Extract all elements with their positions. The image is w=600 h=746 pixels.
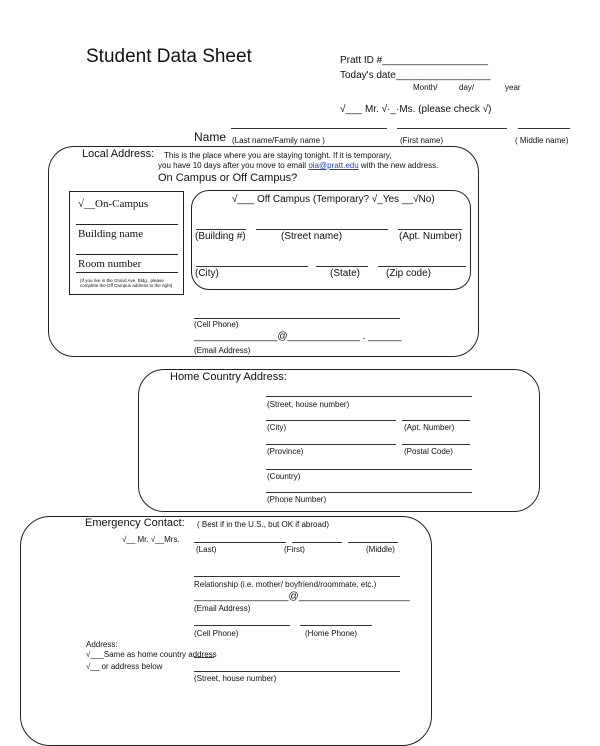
emergency-address-short-line[interactable] [194, 657, 214, 658]
emergency-salutation[interactable]: √__ Mr. √__Mrs. [122, 535, 180, 544]
home-country-caption: (Country) [267, 472, 301, 481]
on-campus-check[interactable]: √__On-Campus [78, 198, 149, 210]
emergency-address-label: Address: [86, 640, 118, 649]
emergency-email-caption: (Email Address) [194, 604, 251, 613]
todays-date-field[interactable]: Today's date_________________ [340, 70, 491, 81]
home-city-caption: (City) [267, 423, 287, 432]
local-address-label: Local Address: [82, 148, 155, 160]
emergency-relationship-caption: Relationship (i.e. mother/ boyfriend/roommate, etc.) [194, 580, 377, 589]
home-apt-caption: (Apt. Number) [404, 423, 455, 432]
emergency-last-line[interactable] [194, 542, 286, 543]
zip-caption: (Zip code) [386, 268, 432, 279]
emergency-first-line[interactable] [292, 542, 342, 543]
apt-number-caption: (Apt. Number) [399, 231, 462, 242]
emergency-last-caption: (Last) [196, 545, 217, 554]
home-postal-line[interactable] [402, 444, 470, 445]
city-caption: (City) [195, 268, 219, 279]
note-prefix: you have 10 days after you move to email [158, 161, 309, 170]
first-name-line[interactable] [397, 128, 507, 129]
room-number-line[interactable] [76, 272, 178, 273]
salutation-checks[interactable]: √___ Mr. √·_·Ms. (please check √) [340, 104, 492, 115]
date-year-label: year [505, 83, 521, 92]
address-below-check[interactable]: √__ or address below [86, 662, 163, 671]
page-title: Student Data Sheet [86, 46, 252, 67]
emergency-cell-line[interactable] [194, 625, 290, 626]
home-country-line[interactable] [266, 469, 472, 470]
building-no-line[interactable] [196, 229, 246, 230]
emergency-middle-caption: (Middle) [366, 545, 395, 554]
home-phone-line[interactable] [266, 492, 472, 493]
emergency-street-line[interactable] [194, 671, 400, 672]
building-no-caption: (Building #) [195, 231, 246, 242]
building-name-line[interactable] [76, 254, 178, 255]
on-campus-fine-print: (If you live in the Grand Ave. Bldg., please complete the Off Campus address to the right) [80, 278, 173, 288]
apt-number-line[interactable] [398, 229, 462, 230]
home-province-line[interactable] [266, 444, 396, 445]
zip-line[interactable] [378, 266, 466, 267]
emergency-street-caption: (Street, house number) [194, 674, 277, 683]
home-street-line[interactable] [266, 396, 472, 397]
oia-email-link[interactable]: oia@pratt.edu [308, 161, 359, 170]
emergency-home-phone-line[interactable] [300, 625, 372, 626]
building-name-label: Building name [78, 228, 144, 240]
local-address-note-2 [158, 161, 438, 170]
home-province-caption: (Province) [267, 447, 304, 456]
same-as-home-check[interactable]: √___Same as home country address [86, 650, 217, 659]
home-city-line[interactable] [266, 420, 396, 421]
emergency-email-field[interactable]: _________________@____________________ [194, 591, 410, 602]
note-suffix: with the new address. [358, 161, 439, 170]
emergency-middle-line[interactable] [348, 542, 398, 543]
home-postal-caption: (Postal Code) [404, 447, 453, 456]
emergency-first-caption: (First) [284, 545, 305, 554]
home-country-section [138, 369, 540, 512]
local-cell-caption: (Cell Phone) [194, 320, 239, 329]
room-number-label: Room number [78, 258, 142, 270]
name-label: Name [194, 130, 227, 144]
off-campus-check[interactable]: √___ Off Campus (Temporary? √_Yes __√No) [232, 194, 435, 205]
campus-question: On Campus or Off Campus? [158, 172, 298, 184]
home-apt-line[interactable] [402, 420, 470, 421]
home-phone-caption: (Phone Number) [267, 495, 327, 504]
emergency-relationship-line[interactable] [194, 576, 400, 577]
city-line[interactable] [196, 266, 308, 267]
on-campus-underline [76, 224, 178, 225]
local-address-note-1: This is the place where you are staying tonight. If it is temporary, [164, 151, 392, 160]
middle-name-line[interactable] [518, 128, 570, 129]
middle-name-caption: ( Middle name) [515, 136, 569, 145]
state-caption: (State) [330, 268, 361, 279]
emergency-label: Emergency Contact: [85, 517, 185, 529]
pratt-id-field[interactable]: Pratt ID #___________________ [340, 55, 488, 66]
date-month-label: Month/ [413, 83, 438, 92]
local-cell-line[interactable] [194, 318, 400, 319]
street-name-line[interactable] [256, 229, 388, 230]
local-email-field[interactable]: _______________@_____________ . ______ [194, 331, 402, 342]
home-country-label: Home Country Address: [170, 371, 287, 383]
emergency-home-phone-caption: (Home Phone) [305, 629, 358, 638]
state-line[interactable] [316, 266, 368, 267]
street-name-caption: (Street name) [281, 231, 343, 242]
last-name-caption: (Last name/Family name ) [232, 136, 325, 145]
emergency-cell-caption: (Cell Phone) [194, 629, 239, 638]
local-email-caption: (Email Address) [194, 346, 251, 355]
home-street-caption: (Street, house number) [267, 400, 350, 409]
first-name-caption: (First name) [400, 136, 444, 145]
date-day-label: day/ [459, 83, 475, 92]
last-name-line[interactable] [231, 128, 387, 129]
emergency-note: ( Best if in the U.S., but OK if abroad) [197, 520, 330, 529]
